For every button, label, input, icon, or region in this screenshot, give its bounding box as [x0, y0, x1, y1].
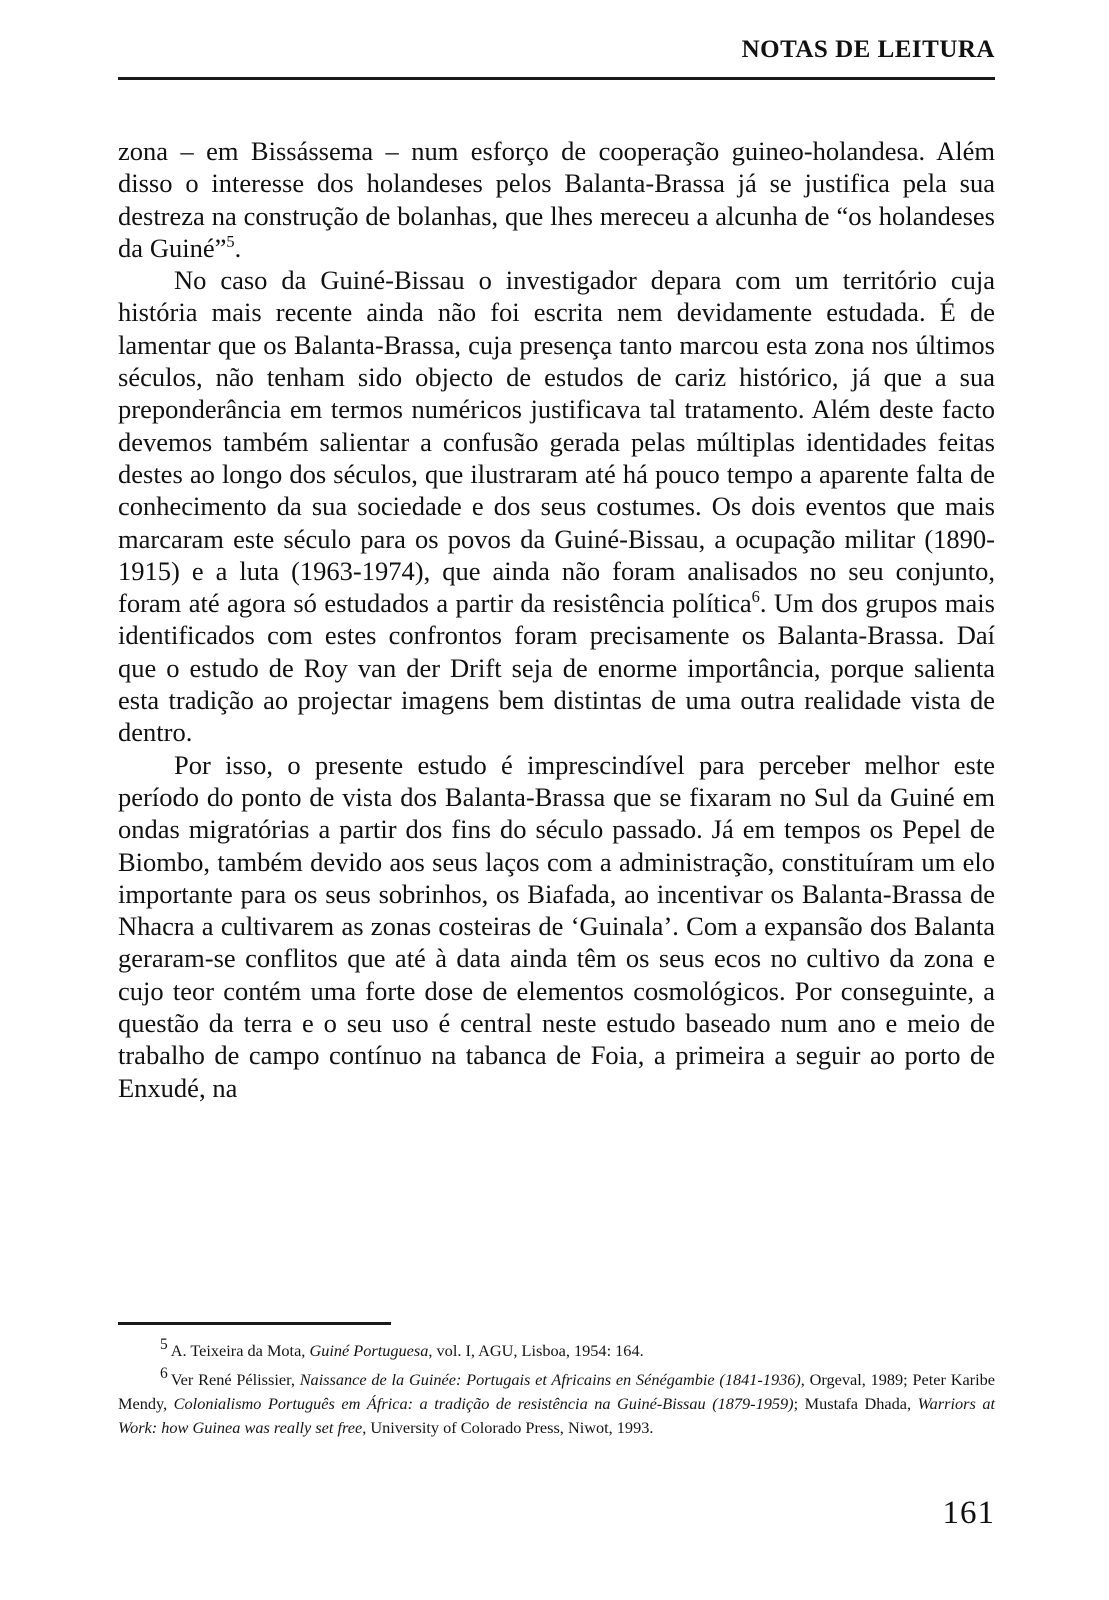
footnote-block	[118, 1322, 995, 1445]
body-paragraph: Por isso, o presente estudo é imprescindível para perceber melhor este período do ponto de vista dos Balanta-Brassa que se fixaram no Sul da Guiné em ondas migratórias a partir dos fins do século passado. Já em tempos os Pepel de Biombo, também devido aos seus laços com a administração, constituíram um elo importante para os seus sobrinhos, os Biafada, ao incentivar os Balanta-Brassa de Nhacra a cultivarem as zonas costeiras de ‘Guinala’. Com a expansão dos Balanta geraram-se conflitos que até à data ainda têm os seus ecos no cultivo da zona e cujo teor contém uma forte dose de elementos cosmológicos. Por conseguinte, a questão da terra e o seu uso é central neste estudo baseado num ano e meio de trabalho de campo contínuo na tabanca de Foia, a primeira a seguir ao porto de Enxudé, na	[118, 749, 995, 1103]
italic-title: Colonialismo Português em África: a tradição de resistência na Guiné-Bissau (1879-1959)	[173, 1393, 794, 1413]
footnote-text: Ver René Pélissier, Naissance de la Guinée: Portugais et Africains en Sénégambie (1841-1936), Orgeval, 1989; Peter Karibe Mendy, Colonialismo Português em África: a tradição de resistência na Guiné-Bissau (1879-1959); Mustafa Dhada, Warriors at Work: how Guinea was really set free, University of Colorado Press, Niwot, 1993.	[118, 1369, 996, 1437]
footnote-entry	[118, 1365, 996, 1440]
footnote-number: 5	[160, 1336, 168, 1354]
footnote-number: 6	[160, 1365, 168, 1383]
italic-title: Warriors at Work: how Guinea was really set free	[118, 1393, 996, 1437]
body-text-column	[118, 135, 995, 1104]
page-header	[118, 36, 995, 80]
footnote-separator-rule	[118, 1322, 391, 1325]
header-divider-rule	[118, 77, 995, 80]
footnote-entry	[118, 1336, 995, 1363]
italic-title: Guiné Portuguesa	[309, 1340, 429, 1360]
running-header-title: NOTAS DE LEITURA	[741, 36, 995, 63]
body-paragraph: zona – em Bissássema – num esforço de cooperação guineo-holandesa. Além disso o interesse dos holandeses pelos Balanta-Brassa já se justifica pela sua destreza na construção de bolanhas, que lhes mereceu a alcunha de “os holandeses da Guiné”$^5$.	[118, 136, 995, 263]
footnote-text: A. Teixeira da Mota, Guiné Portuguesa, vol. I, AGU, Lisboa, 1954: 164.	[170, 1340, 644, 1360]
italic-title: Naissance de la Guinée: Portugais et Africains en Sénégambie (1841-1936)	[299, 1369, 801, 1389]
footnote-reference-marker: 6	[751, 587, 760, 607]
body-paragraph: No caso da Guiné-Bissau o investigador depara com um território cuja história mais recente ainda não foi escrita nem devidamente estudada. É de lamentar que os Balanta-Brassa, cuja presença tanto marcou esta zona nos últimos séculos, não tenham sido objecto de estudos de cariz histórico, já que a sua preponderância em termos numéricos justificava tal tratamento. Além deste facto devemos também salientar a confusão gerada pelas múltiplas identidades feitas destes ao longo dos séculos, que ilustraram até há pouco tempo a aparente falta de conhecimento da sua sociedade e dos seus costumes. Os dois eventos que mais marcaram este século para os povos da Guiné-Bissau, a ocupação militar (1890-1915) e a luta (1963-1974), que ainda não foram analisados no seu conjunto, foram até agora só estudados a partir da resistência política$^6$. Um dos grupos mais identificados com estes confrontos foram precisamente os Balanta-Brassa. Daí que o estudo de Roy van der Drift seja de enorme importância, porque salienta esta tradição ao projectar imagens bem distintas de uma outra realidade vista de dentro.	[118, 265, 995, 748]
footnote-reference-marker: 5	[226, 232, 235, 252]
page-number: 161	[942, 1495, 995, 1531]
